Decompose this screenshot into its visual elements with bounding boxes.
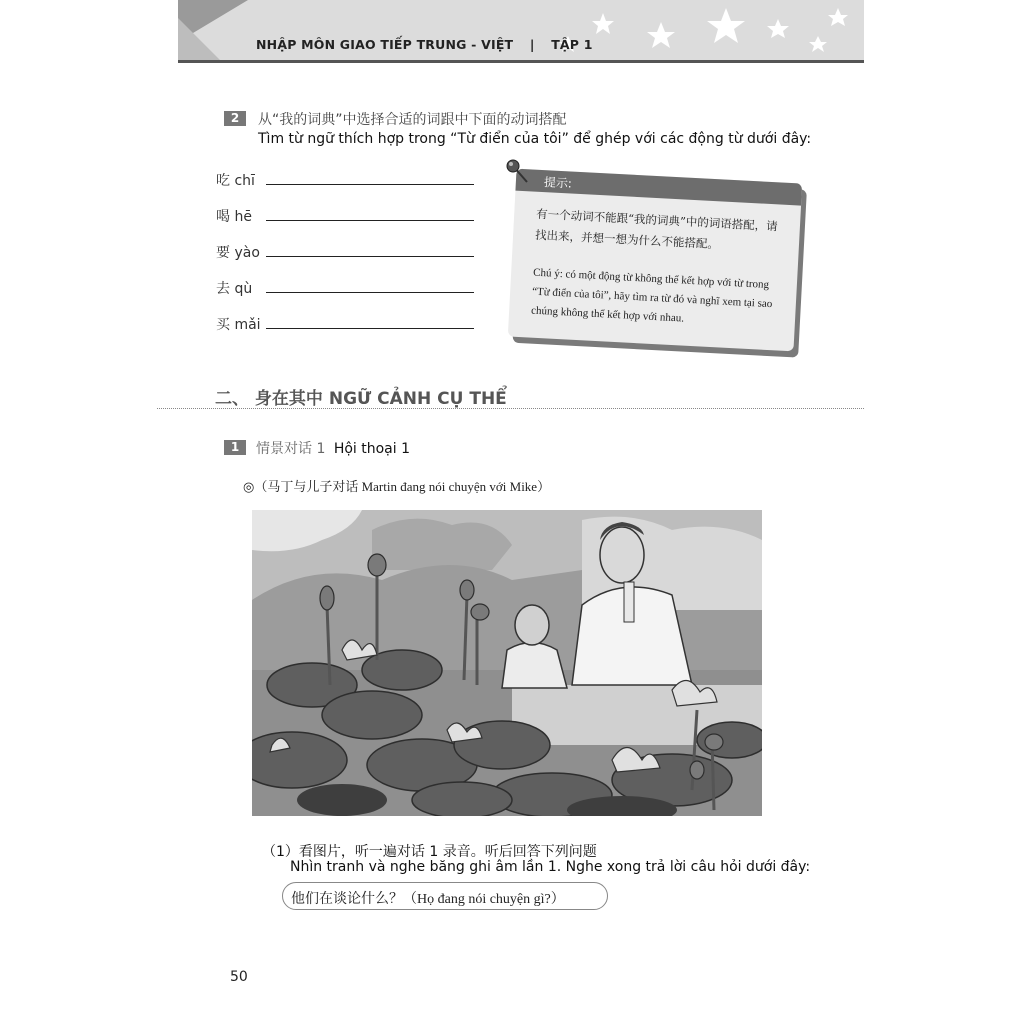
page-number: 50: [230, 969, 248, 985]
dialogue-vi-label: Hội thoại 1: [333, 441, 410, 457]
exercise-zh-instruction: 从“我的词典”中选择合适的词跟中下面的动词搭配: [258, 112, 567, 128]
header-separator: |: [529, 37, 535, 52]
verb-label-qu: 去 qù: [216, 281, 253, 297]
verb-label-mai: 买 mǎi: [216, 317, 261, 333]
question-prompt: 他们在谈论什么？（Họ đang nói chuyện gì?）: [291, 892, 565, 907]
hint-note-card: [508, 169, 802, 352]
header-title: [256, 37, 593, 52]
verb-label-he: 喝 hē: [216, 209, 252, 225]
section-divider: [157, 408, 864, 409]
question-1-zh: （1）看图片，听一遍对话 1 录音。听后回答下列问题: [262, 844, 597, 860]
dialogue-context: ◎（马丁与儿子对话 Martin đang nói chuyện với Mike）: [243, 479, 551, 494]
lotus-scene-illustration: [252, 510, 762, 816]
answer-line-qu[interactable]: [266, 292, 474, 293]
exercise-vi-instruction: Tìm từ ngữ thích hợp trong “Từ điển của tôi” để ghép với các động từ dưới đây:: [258, 131, 812, 147]
answer-line-he[interactable]: [266, 220, 474, 221]
dialogue-number-badge: 1: [224, 440, 246, 455]
volume-label: TẬP 1: [551, 37, 593, 52]
question-1-vi: Nhìn tranh và nghe băng ghi âm lần 1. Nghe xong trả lời câu hỏi dưới đây:: [290, 859, 811, 875]
answer-line-yao[interactable]: [266, 256, 474, 257]
dialogue-title: [256, 438, 410, 458]
star-icons: [559, 8, 848, 52]
hint-label: 提示:: [543, 175, 573, 191]
answer-line-mai[interactable]: [266, 328, 474, 329]
dialogue-zh-label: 情景对话 1: [256, 441, 326, 457]
page-header: [178, 0, 864, 63]
hint-vi-text: Chú ý: có một động từ không thể kết hợp với từ trong “Từ điển của tôi”, hãy tìm ra từ đó và nghĩ xem tại sao chúng không thể kết hợp với nhau.: [530, 266, 773, 325]
verb-label-chi: 吃 chī: [216, 173, 255, 189]
book-title: NHẬP MÔN GIAO TIẾP TRUNG - VIỆT: [256, 37, 514, 52]
exercise-number-badge: 2: [224, 111, 246, 126]
pushpin-icon: [505, 158, 533, 188]
question-prompt-box: [282, 882, 608, 910]
section-heading: 二、 身在其中 NGỮ CẢNH CỤ THỂ: [215, 389, 507, 409]
verb-label-yao: 要 yào: [216, 245, 260, 261]
answer-line-chi[interactable]: [266, 184, 474, 185]
hint-note-header: [515, 169, 802, 206]
hint-zh-text: 有一个动词不能跟“我的词典”中的词语搭配，请找出来，并想一想为什么不能搭配。: [534, 206, 779, 252]
